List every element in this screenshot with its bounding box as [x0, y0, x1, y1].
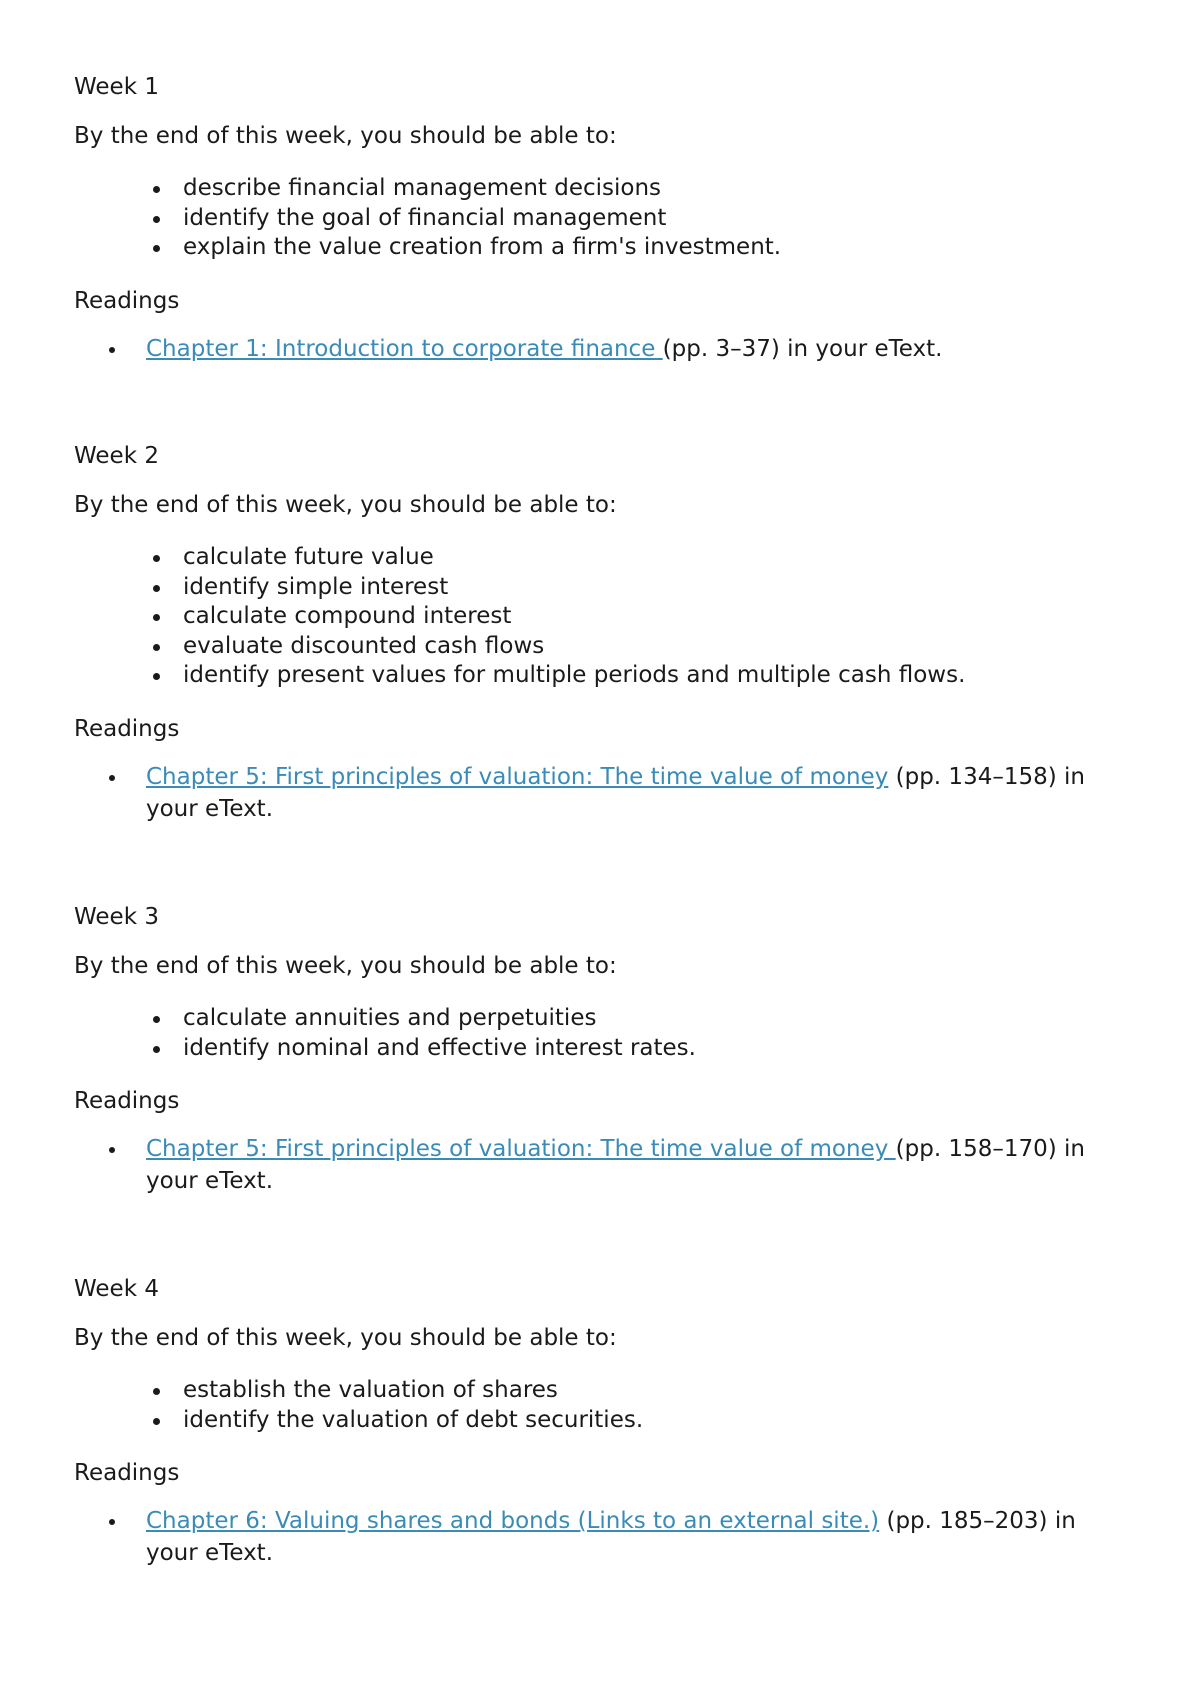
objectives-list — [74, 543, 1200, 691]
objective-item: identify the valuation of debt securities. — [74, 1406, 1200, 1436]
readings-heading: Readings — [74, 287, 180, 314]
reading-pages: (pp. 185–203) in your eText. — [146, 1508, 1076, 1566]
week-intro: By the end of this week, you should be able to: — [74, 492, 617, 518]
week-intro: By the end of this week, you should be able to: — [74, 123, 617, 149]
reading-item — [74, 1505, 1134, 1569]
readings-heading: Readings — [74, 1088, 180, 1114]
week-intro: By the end of this week, you should be able to: — [74, 1325, 617, 1351]
week-2-section — [74, 441, 1200, 902]
objective-item: identify present values for multiple periods and multiple cash flows. — [74, 661, 1200, 691]
reading-item — [74, 761, 1134, 825]
readings-heading: Readings — [74, 1460, 180, 1486]
week-title: Week 2 — [74, 443, 159, 469]
reading-item — [74, 1133, 1134, 1197]
objective-item: identify simple interest — [74, 573, 1200, 603]
objective-item: calculate annuities and perpetuities — [74, 1004, 1200, 1034]
reading-pages: (pp. 158–170) in your eText. — [146, 1136, 1085, 1194]
week-1-section — [74, 72, 1200, 441]
reading-link[interactable]: Chapter 6: Valuing shares and bonds (Links to an external site.) — [146, 1508, 880, 1534]
objective-item: identify the goal of financial management — [74, 204, 1200, 234]
objective-item: describe financial management decisions — [74, 174, 1200, 204]
reading-pages: (pp. 134–158) in your eText. — [146, 763, 1085, 822]
objective-item: establish the valuation of shares — [74, 1376, 1200, 1406]
objective-item: explain the value creation from a firm's investment. — [74, 233, 1200, 263]
reading-item — [74, 333, 1134, 365]
objectives-list — [74, 1376, 1200, 1435]
reading-link[interactable]: Chapter 5: First principles of valuation: The time value of money — [146, 763, 889, 790]
week-title: Week 3 — [74, 904, 159, 930]
reading-link[interactable]: Chapter 1: Introduction to corporate finance — [146, 335, 663, 362]
week-3-section — [74, 902, 1200, 1274]
objective-item: identify nominal and effective interest rates. — [74, 1034, 1200, 1064]
readings-list — [74, 1505, 1134, 1569]
week-intro: By the end of this week, you should be able to: — [74, 953, 617, 979]
readings-list — [74, 761, 1134, 825]
objective-item: calculate compound interest — [74, 602, 1200, 632]
reading-link[interactable]: Chapter 5: First principles of valuation: The time value of money — [146, 1136, 896, 1162]
reading-pages: (pp. 3–37) in your eText. — [662, 335, 943, 362]
objective-item: calculate future value — [74, 543, 1200, 573]
week-title: Week 1 — [74, 74, 159, 100]
readings-list — [74, 333, 1134, 365]
readings-list — [74, 1133, 1134, 1197]
objective-item: evaluate discounted cash flows — [74, 632, 1200, 662]
objectives-list — [74, 1004, 1200, 1063]
objectives-list — [74, 174, 1200, 263]
week-4-section — [74, 1274, 1200, 1569]
week-title: Week 4 — [74, 1276, 159, 1302]
readings-heading: Readings — [74, 715, 180, 742]
